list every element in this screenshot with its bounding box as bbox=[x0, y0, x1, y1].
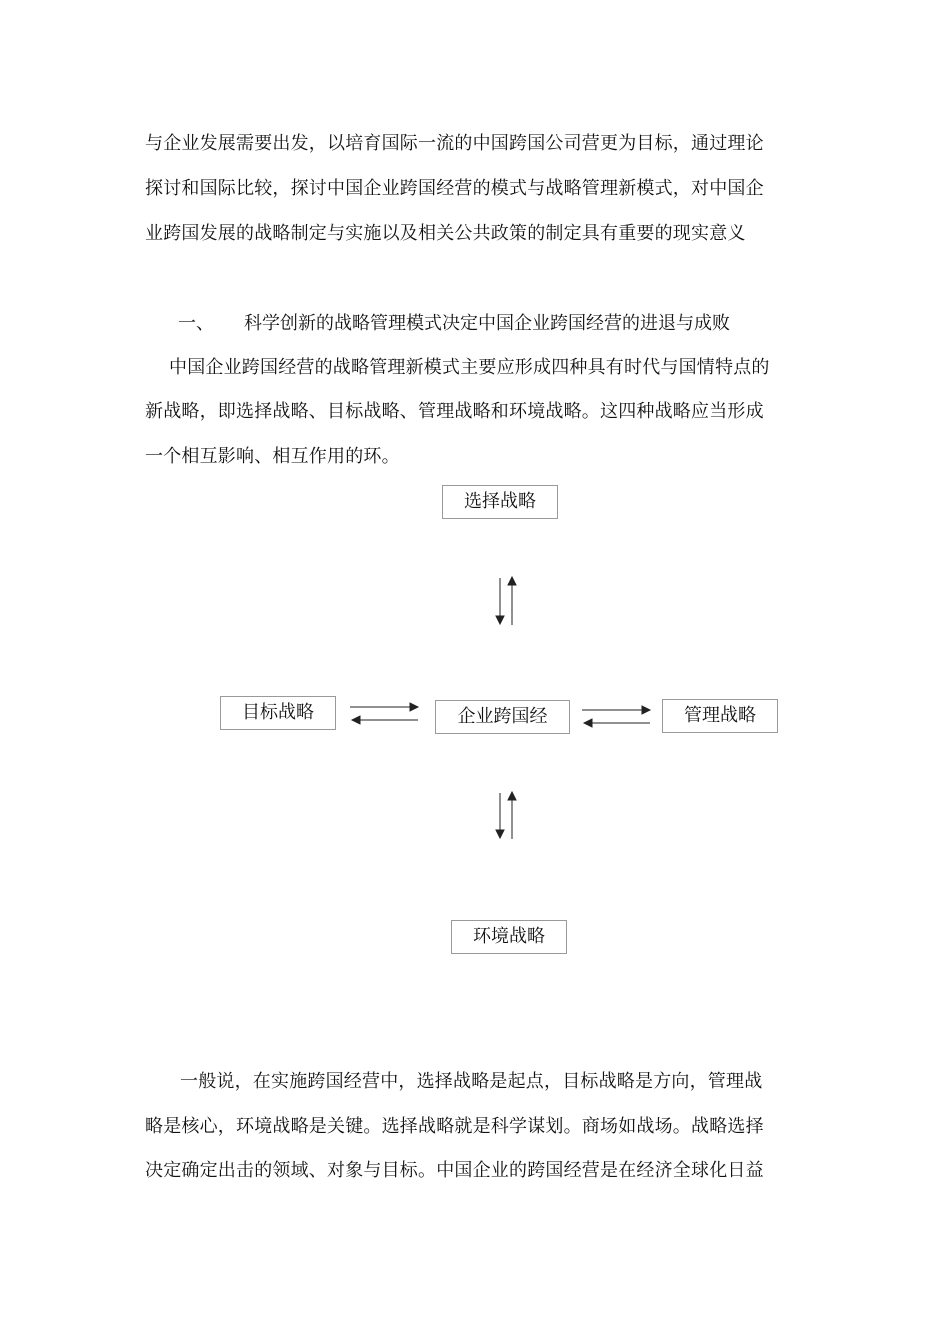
paragraph-1-line-2: 探讨和国际比较，探讨中国企业跨国经营的模式与战略管理新模式，对中国企 bbox=[145, 178, 764, 199]
box-enterprise-cross-border: 企业跨国经 bbox=[435, 700, 570, 734]
paragraph-3-line-2: 略是核心，环境战略是关键。选择战略就是科学谋划。商场如战场。战略选择 bbox=[145, 1116, 764, 1137]
box-environment-strategy: 环境战略 bbox=[451, 920, 567, 954]
paragraph-3-line-1: 一般说，在实施跨国经营中，选择战略是起点，目标战略是方向，管理战 bbox=[180, 1071, 763, 1092]
paragraph-2-line-2: 新战略，即选择战略、目标战略、管理战略和环境战略。这四种战略应当形成 bbox=[145, 401, 764, 422]
paragraph-1-line-1: 与企业发展需要出发，以培育国际一流的中国跨国公司营更为目标，通过理论 bbox=[145, 133, 764, 154]
box-selection-strategy: 选择战略 bbox=[442, 485, 558, 519]
paragraph-2-line-1: 中国企业跨国经营的战略管理新模式主要应形成四种具有时代与国情特点的 bbox=[169, 357, 770, 378]
box-goal-strategy: 目标战略 bbox=[220, 696, 336, 730]
section-number: 一、 bbox=[178, 313, 214, 334]
paragraph-2-line-3: 一个相互影响、相互作用的环。 bbox=[145, 446, 400, 467]
section-title: 科学创新的战略管理模式决定中国企业跨国经营的进退与成败 bbox=[244, 313, 730, 334]
paragraph-3-line-3: 决定确定出击的领域、对象与目标。中国企业的跨国经营是在经济全球化日益 bbox=[145, 1160, 764, 1181]
paragraph-1-line-3: 业跨国发展的战略制定与实施以及相关公共政策的制定具有重要的现实意义 bbox=[145, 223, 746, 244]
box-management-strategy: 管理战略 bbox=[662, 699, 778, 733]
